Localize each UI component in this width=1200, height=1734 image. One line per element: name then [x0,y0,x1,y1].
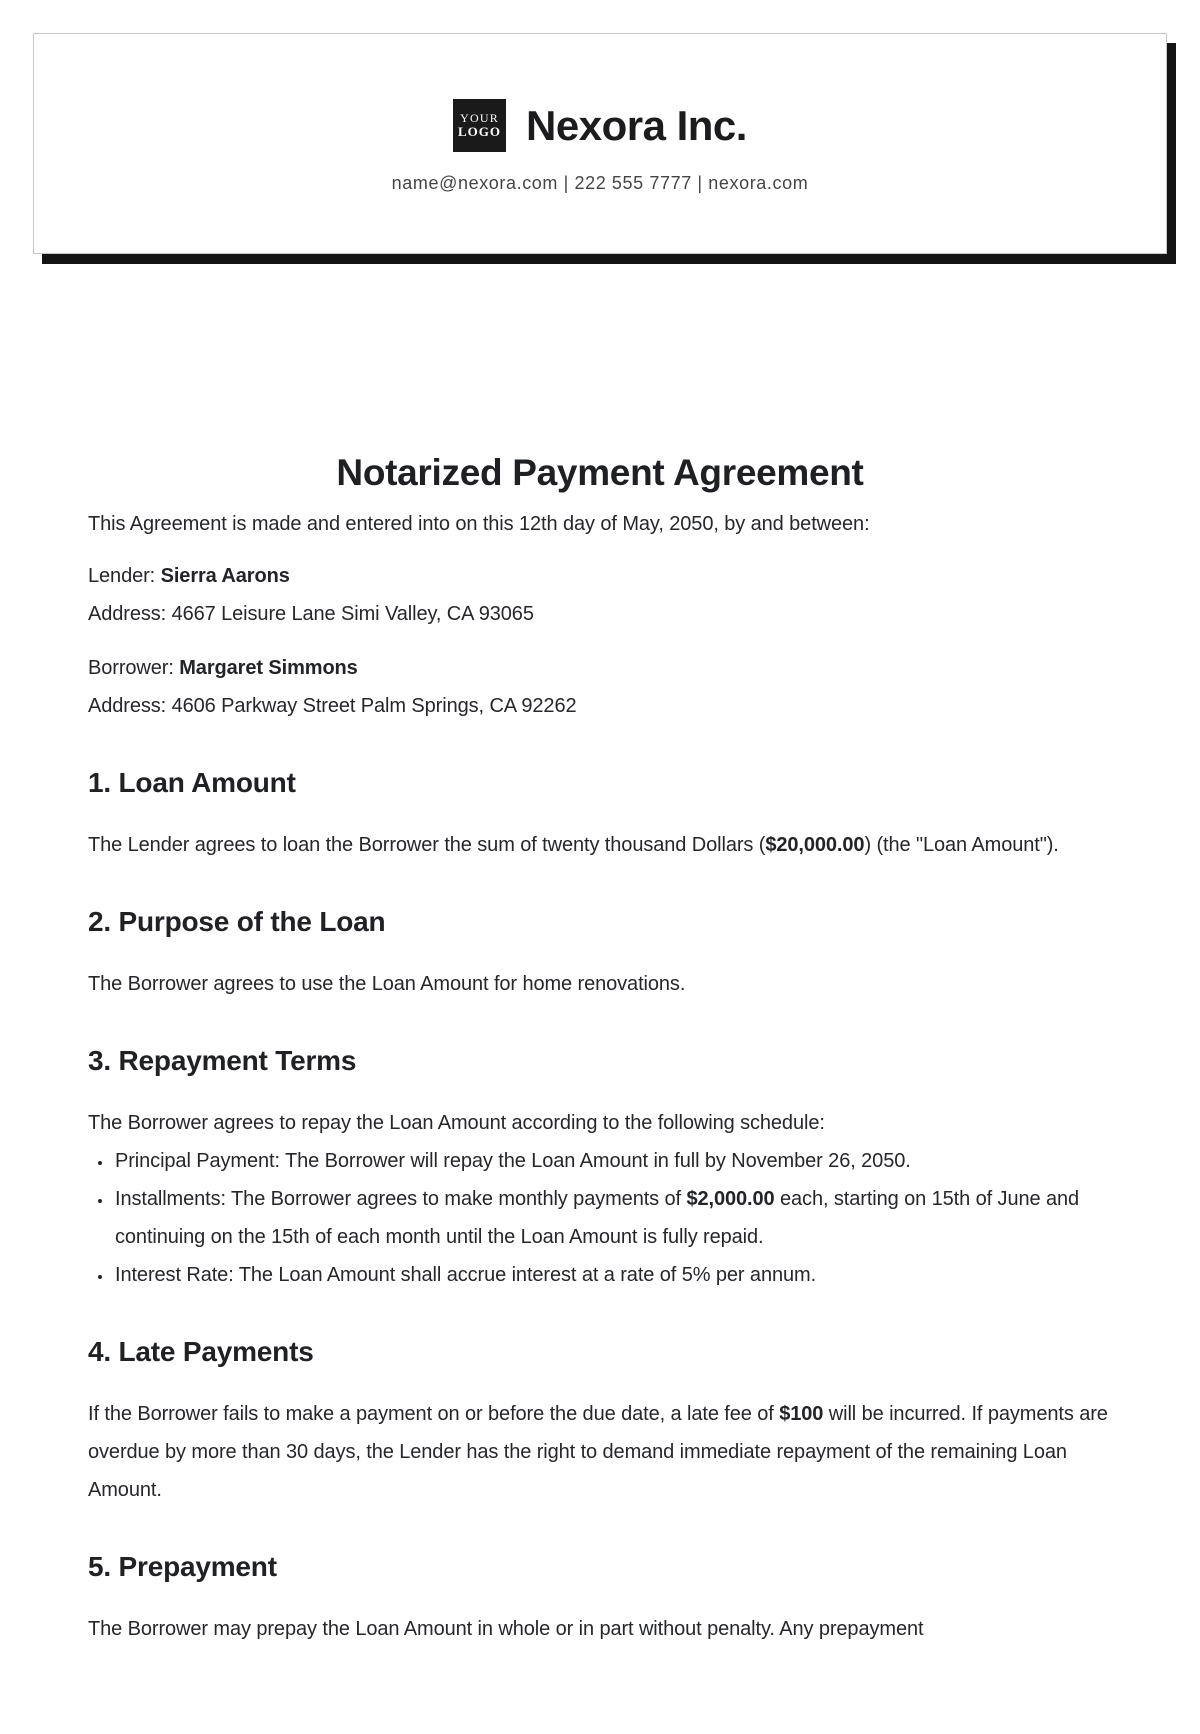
logo-row [453,99,747,152]
prepayment-paragraph: The Borrower may prepay the Loan Amount in whole or in part without penalty. Any prepayment [88,1618,924,1640]
borrower-label: Borrower: [88,657,180,679]
late-payments-paragraph [88,1395,1112,1509]
section-heading-prepayment: 5. Prepayment [88,1551,277,1582]
repayment-intro: The Borrower agrees to repay the Loan Amount according to the following schedule: [88,1112,825,1134]
section-heading-late-payments: 4. Late Payments [88,1336,314,1367]
installments-text-pre: Installments: The Borrower agrees to make monthly payments of [115,1188,687,1210]
borrower-line [88,649,1112,687]
section-heading-repayment: 3. Repayment Terms [88,1045,357,1076]
borrower-address: Address: 4606 Parkway Street Palm Springs, CA 92262 [88,695,577,717]
section-heading-purpose: 2. Purpose of the Loan [88,906,386,937]
repayment-bullet-principal: • Principal Payment: The Borrower will repay the Loan Amount in full by November 26, 2050. [113,1142,1112,1180]
repayment-bullet-installments [113,1180,1112,1256]
late-fee-text-post: will be incurred. If payments are overdue by more than 30 days, the Lender has the right to demand immediate repayment of the remaining Loan Amount. [88,1403,1108,1501]
intro-paragraph: This Agreement is made and entered into on this 12th day of May, 2050, by and between: [88,513,870,535]
lender-label: Lender: [88,565,161,587]
company-logo [453,99,506,152]
header-card [33,33,1167,254]
document-body [0,449,1200,1648]
logo-placeholder-text-2: LOGO [458,123,502,139]
lender-name: Sierra Aarons [160,565,290,587]
purpose-paragraph: The Borrower agrees to use the Loan Amount for home renovations. [88,973,686,995]
late-fee-value: $100 [779,1403,824,1425]
lender-block [88,557,1112,633]
loan-amount-text-post: ) (the "Loan Amount"). [864,834,1059,856]
repayment-list [88,1142,1112,1294]
installments-text-post: each, starting on 15th of June and continuing on the 15th of each month until the Loan Amount is fully repaid. [115,1188,1080,1248]
borrower-name: Margaret Simmons [179,657,358,679]
company-name: Nexora Inc. [526,101,747,149]
late-fee-text-pre: If the Borrower fails to make a payment on or before the due date, a late fee of [88,1403,780,1425]
logo-placeholder-text-1: YOUR [460,111,499,126]
loan-amount-text-pre: The Lender agrees to loan the Borrower the sum of twenty thousand Dollars ( [88,834,766,856]
contact-info: name@nexora.com | 222 555 7777 | nexora.com [391,173,809,193]
installment-amount-value: $2,000.00 [686,1188,775,1210]
borrower-block [88,649,1112,725]
lender-address: Address: 4667 Leisure Lane Simi Valley, CA 93065 [88,603,534,625]
section-heading-loan-amount: 1. Loan Amount [88,767,296,798]
repayment-bullet-interest: • Interest Rate: The Loan Amount shall accrue interest at a rate of 5% per annum. [113,1256,1112,1294]
document-title: Notarized Payment Agreement [336,452,864,493]
loan-amount-paragraph [88,826,1112,864]
loan-amount-value: $20,000.00 [765,834,865,856]
lender-line [88,557,1112,595]
